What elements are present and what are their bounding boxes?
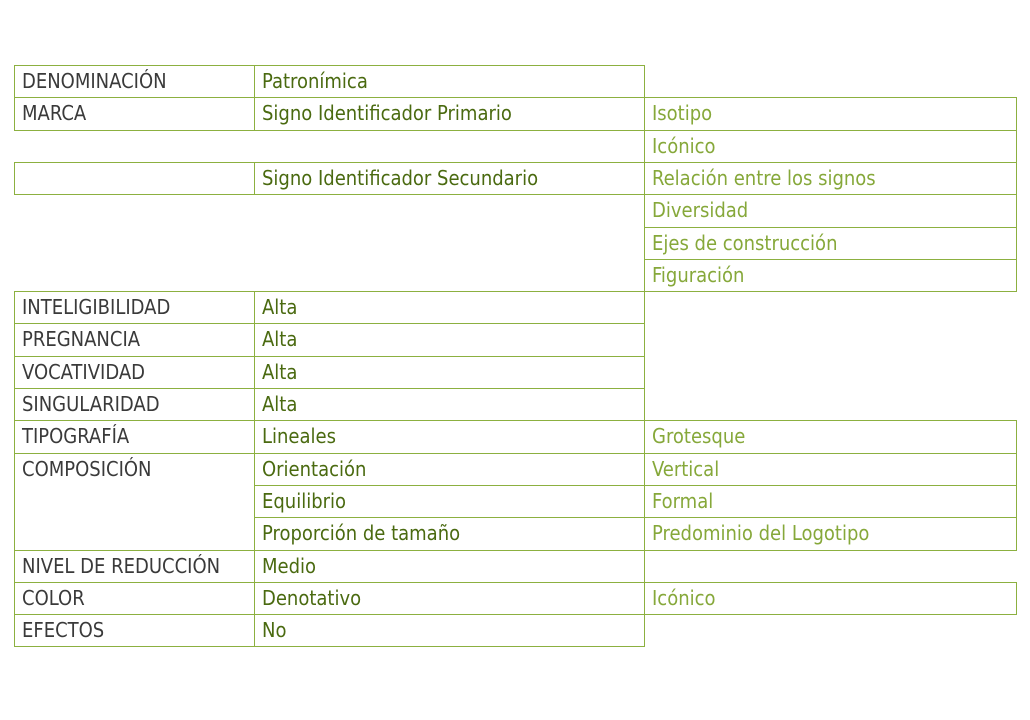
cell-detail: Formal — [652, 488, 714, 513]
column-divider — [644, 388, 645, 421]
cell-detail: Figuración — [652, 262, 745, 287]
row-divider — [254, 291, 645, 292]
column-divider — [14, 453, 15, 486]
column-divider — [14, 356, 15, 389]
column-divider — [1016, 259, 1017, 292]
cell-value: Lineales — [262, 424, 336, 449]
column-divider — [14, 97, 15, 130]
cell-detail: Grotesque — [652, 424, 746, 449]
column-divider — [644, 227, 645, 260]
row-divider — [14, 323, 255, 324]
row-divider — [254, 194, 645, 195]
row-divider — [254, 97, 645, 98]
column-divider — [14, 550, 15, 583]
row-divider — [14, 194, 255, 195]
row-divider — [14, 582, 255, 583]
column-divider — [1016, 582, 1017, 615]
row-divider — [14, 420, 255, 421]
column-divider — [14, 485, 15, 518]
cell-detail: Diversidad — [652, 198, 749, 223]
cell-value: Denotativo — [262, 585, 362, 610]
column-divider — [254, 550, 255, 583]
cell-attribute: COMPOSICIÓN — [22, 456, 152, 481]
column-divider — [254, 453, 255, 486]
column-divider — [254, 162, 255, 195]
column-divider — [644, 485, 645, 518]
row-divider — [14, 550, 255, 551]
cell-detail: Relación entre los signos — [652, 165, 876, 190]
cell-attribute: NIVEL DE REDUCCIÓN — [22, 553, 221, 578]
row-divider — [644, 614, 1017, 615]
row-divider — [254, 388, 645, 389]
column-divider — [254, 485, 255, 518]
column-divider — [254, 517, 255, 550]
column-divider — [254, 291, 255, 324]
column-divider — [1016, 517, 1017, 550]
row-divider — [644, 453, 1017, 454]
row-divider — [644, 97, 1017, 98]
column-divider — [254, 388, 255, 421]
cell-value: Proporción de tamaño — [262, 521, 461, 546]
cell-value: Alta — [262, 295, 298, 320]
row-divider — [14, 97, 255, 98]
column-divider — [644, 420, 645, 453]
column-divider — [644, 453, 645, 486]
column-divider — [644, 97, 645, 130]
column-divider — [644, 65, 645, 98]
column-divider — [644, 130, 645, 163]
cell-value: Signo Identificador Primario — [262, 101, 512, 126]
column-divider — [14, 162, 15, 195]
row-divider — [644, 485, 1017, 486]
row-divider — [14, 388, 255, 389]
column-divider — [1016, 227, 1017, 260]
cell-attribute: MARCA — [22, 101, 87, 126]
column-divider — [14, 420, 15, 453]
row-divider — [254, 582, 645, 583]
row-divider — [254, 323, 645, 324]
cell-attribute: COLOR — [22, 585, 85, 610]
cell-attribute: SINGULARIDAD — [22, 392, 160, 416]
row-divider — [644, 582, 1017, 583]
row-divider — [254, 614, 645, 615]
row-divider — [644, 420, 1017, 421]
column-divider — [14, 65, 15, 98]
row-divider — [14, 65, 255, 66]
column-divider — [644, 517, 645, 550]
column-divider — [1016, 130, 1017, 163]
cell-value: Alta — [262, 359, 298, 384]
cell-detail: Ejes de construcción — [652, 230, 838, 255]
cell-value: Equilibrio — [262, 488, 347, 513]
row-divider — [644, 194, 1017, 195]
column-divider — [14, 291, 15, 324]
column-divider — [254, 356, 255, 389]
column-divider — [254, 323, 255, 356]
column-divider — [644, 291, 645, 324]
cell-attribute: VOCATIVIDAD — [22, 359, 145, 384]
row-divider — [644, 227, 1017, 228]
row-divider — [14, 162, 255, 163]
row-divider — [14, 453, 255, 454]
cell-detail: Icónico — [652, 133, 716, 158]
column-divider — [644, 162, 645, 195]
column-divider — [1016, 485, 1017, 518]
column-divider — [644, 582, 645, 615]
cell-value: Alta — [262, 392, 298, 416]
cell-detail: Vertical — [652, 456, 720, 481]
column-divider — [254, 614, 255, 647]
cell-value: Alta — [262, 327, 298, 352]
column-divider — [644, 323, 645, 356]
column-divider — [14, 614, 15, 647]
cell-value: Orientación — [262, 456, 367, 481]
column-divider — [1016, 420, 1017, 453]
column-divider — [644, 614, 645, 647]
row-divider — [644, 259, 1017, 260]
cell-detail: Isotipo — [652, 101, 713, 126]
cell-value: No — [262, 618, 287, 643]
cell-attribute: EFECTOS — [22, 618, 105, 643]
row-divider — [14, 614, 255, 615]
column-divider — [14, 582, 15, 615]
row-divider — [644, 162, 1017, 163]
row-divider — [644, 130, 1017, 131]
row-divider — [254, 646, 645, 647]
column-divider — [254, 582, 255, 615]
column-divider — [644, 194, 645, 227]
column-divider — [1016, 97, 1017, 130]
cell-attribute: INTELIGIBILIDAD — [22, 295, 171, 320]
column-divider — [1016, 194, 1017, 227]
row-divider — [14, 291, 255, 292]
column-divider — [254, 65, 255, 98]
column-divider — [1016, 453, 1017, 486]
column-divider — [644, 356, 645, 389]
row-divider — [254, 550, 645, 551]
cell-value: Signo Identificador Secundario — [262, 165, 539, 190]
row-divider — [14, 130, 255, 131]
row-divider — [644, 291, 1017, 292]
row-divider — [14, 356, 255, 357]
row-divider — [254, 162, 645, 163]
column-divider — [644, 550, 645, 583]
row-divider — [254, 65, 645, 66]
cell-detail: Predominio del Logotipo — [652, 521, 870, 546]
cell-detail: Icónico — [652, 585, 716, 610]
row-divider — [254, 130, 645, 131]
row-divider — [254, 420, 645, 421]
cell-value: Medio — [262, 553, 317, 578]
column-divider — [1016, 162, 1017, 195]
row-divider — [254, 453, 645, 454]
column-divider — [644, 259, 645, 292]
row-divider — [254, 485, 645, 486]
column-divider — [14, 388, 15, 421]
row-divider — [644, 550, 1017, 551]
row-divider — [644, 517, 1017, 518]
row-divider — [14, 646, 255, 647]
column-divider — [254, 97, 255, 130]
column-divider — [14, 517, 15, 550]
row-divider — [254, 356, 645, 357]
cell-attribute: DENOMINACIÓN — [22, 69, 167, 93]
row-divider — [254, 517, 645, 518]
cell-value: Patronímica — [262, 69, 368, 93]
cell-attribute: PREGNANCIA — [22, 327, 141, 352]
cell-attribute: TIPOGRAFÍA — [22, 424, 130, 449]
column-divider — [254, 420, 255, 453]
column-divider — [14, 323, 15, 356]
